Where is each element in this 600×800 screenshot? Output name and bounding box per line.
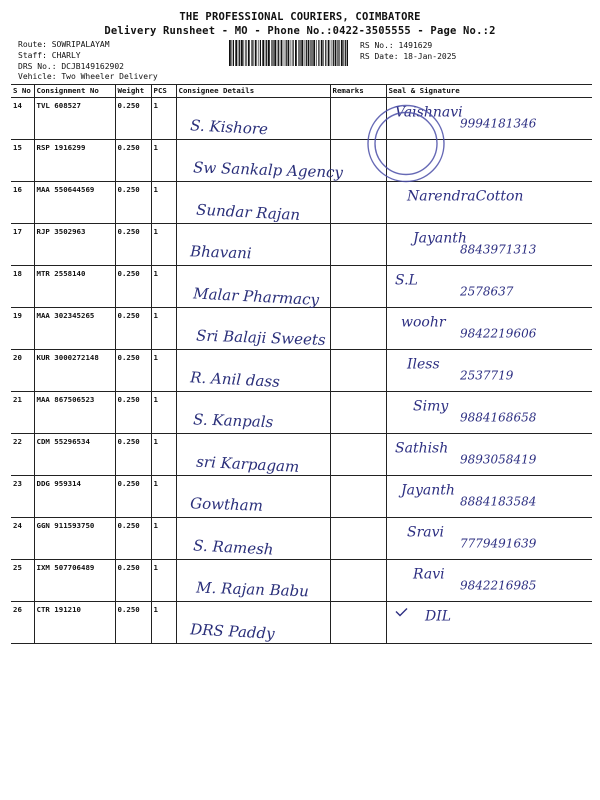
phone-handwriting: 2578637 bbox=[460, 284, 514, 299]
row-sno: 16 bbox=[11, 182, 34, 224]
row-consignment: TVL 608527 bbox=[34, 98, 115, 140]
row-consignee-cell bbox=[176, 602, 330, 644]
row-sno: 26 bbox=[11, 602, 34, 644]
consignee-handwriting: Sri Balaji Sweets bbox=[195, 326, 326, 349]
row-weight: 0.250 bbox=[115, 602, 151, 644]
row-consignee-cell bbox=[176, 266, 330, 308]
row-signature-cell bbox=[386, 350, 592, 392]
signature-handwriting: Vaishnavi bbox=[395, 104, 463, 121]
row-signature-cell bbox=[386, 518, 592, 560]
runsheet-table bbox=[11, 84, 592, 644]
signature-handwriting: S.L bbox=[395, 272, 418, 289]
row-consignee-cell bbox=[176, 476, 330, 518]
consignee-handwriting: R. Anil dass bbox=[189, 368, 281, 391]
row-weight: 0.250 bbox=[115, 224, 151, 266]
row-consignee-cell bbox=[176, 434, 330, 476]
signature-handwriting: NarendraCotton bbox=[407, 188, 524, 205]
row-remarks-cell bbox=[330, 434, 386, 476]
row-weight: 0.250 bbox=[115, 140, 151, 182]
row-weight: 0.250 bbox=[115, 266, 151, 308]
table-row bbox=[11, 560, 592, 602]
row-weight: 0.250 bbox=[115, 434, 151, 476]
signature-handwriting: Simy bbox=[413, 398, 449, 415]
rs-number: RS No.: 1491629 bbox=[360, 41, 433, 50]
row-pcs: 1 bbox=[151, 308, 176, 350]
phone-handwriting: 7779491639 bbox=[460, 536, 537, 551]
row-remarks-cell bbox=[330, 266, 386, 308]
row-sno: 23 bbox=[11, 476, 34, 518]
table-row bbox=[11, 518, 592, 560]
row-consignment: MAA 302345265 bbox=[34, 308, 115, 350]
signature-handwriting: Sravi bbox=[407, 524, 445, 541]
row-remarks-cell bbox=[330, 602, 386, 644]
row-weight: 0.250 bbox=[115, 560, 151, 602]
row-consignment: GGN 911593750 bbox=[34, 518, 115, 560]
row-remarks-cell bbox=[330, 350, 386, 392]
row-sno: 15 bbox=[11, 140, 34, 182]
row-pcs: 1 bbox=[151, 518, 176, 560]
row-consignee-cell bbox=[176, 518, 330, 560]
col-sno: S No bbox=[11, 85, 34, 98]
signature-handwriting: Jayanth bbox=[401, 482, 455, 499]
row-consignee-cell bbox=[176, 308, 330, 350]
col-consignment: Consignment No bbox=[34, 85, 115, 98]
meta-left bbox=[18, 39, 124, 72]
col-consignee: Consignee Details bbox=[176, 85, 330, 98]
row-signature-cell bbox=[386, 392, 592, 434]
row-sno: 21 bbox=[11, 392, 34, 434]
row-sno: 24 bbox=[11, 518, 34, 560]
row-remarks-cell bbox=[330, 392, 386, 434]
signature-handwriting: woohr bbox=[401, 314, 446, 331]
row-weight: 0.250 bbox=[115, 182, 151, 224]
barcode bbox=[229, 40, 348, 66]
row-pcs: 1 bbox=[151, 476, 176, 518]
consignee-handwriting: M. Rajan Babu bbox=[195, 578, 310, 601]
row-remarks-cell bbox=[330, 98, 386, 140]
row-consignee-cell bbox=[176, 140, 330, 182]
phone-handwriting: 8884183584 bbox=[460, 494, 537, 509]
row-consignee-cell bbox=[176, 350, 330, 392]
row-consignee-cell bbox=[176, 182, 330, 224]
table-row bbox=[11, 308, 592, 350]
table-row bbox=[11, 350, 592, 392]
row-weight: 0.250 bbox=[115, 392, 151, 434]
row-sno: 17 bbox=[11, 224, 34, 266]
row-signature-cell bbox=[386, 224, 592, 266]
row-sno: 19 bbox=[11, 308, 34, 350]
staff: Staff: CHARLY bbox=[18, 51, 81, 60]
table-row bbox=[11, 434, 592, 476]
meta-right bbox=[360, 40, 456, 62]
signature-handwriting: DIL bbox=[425, 608, 452, 625]
row-remarks-cell bbox=[330, 476, 386, 518]
signature-handwriting: Ravi bbox=[413, 566, 445, 583]
table-row bbox=[11, 392, 592, 434]
consignee-handwriting: Malar Pharmacy bbox=[192, 284, 320, 310]
row-signature-cell bbox=[386, 182, 592, 224]
table-row bbox=[11, 182, 592, 224]
row-weight: 0.250 bbox=[115, 350, 151, 392]
row-consignment: RSP 1916299 bbox=[34, 140, 115, 182]
row-pcs: 1 bbox=[151, 602, 176, 644]
col-pcs: PCS bbox=[151, 85, 176, 98]
phone-handwriting: 2537719 bbox=[460, 368, 514, 383]
row-signature-cell bbox=[386, 476, 592, 518]
row-weight: 0.250 bbox=[115, 98, 151, 140]
table-row bbox=[11, 98, 592, 140]
row-remarks-cell bbox=[330, 308, 386, 350]
row-pcs: 1 bbox=[151, 560, 176, 602]
signature-handwriting: Jayanth bbox=[413, 230, 467, 247]
consignee-handwriting: DRS Paddy bbox=[189, 620, 276, 643]
col-weight: Weight bbox=[115, 85, 151, 98]
row-weight: 0.250 bbox=[115, 308, 151, 350]
col-signature: Seal & Signature bbox=[386, 85, 592, 98]
row-pcs: 1 bbox=[151, 392, 176, 434]
consignee-handwriting: Gowtham bbox=[189, 494, 264, 515]
phone-handwriting: 9994181346 bbox=[460, 116, 537, 131]
row-sno: 20 bbox=[11, 350, 34, 392]
row-consignment: MAA 550644569 bbox=[34, 182, 115, 224]
row-consignment: RJP 3502963 bbox=[34, 224, 115, 266]
row-signature-cell bbox=[386, 98, 592, 140]
row-sno: 22 bbox=[11, 434, 34, 476]
row-consignment: CTR 191210 bbox=[34, 602, 115, 644]
row-consignment: MAA 867506523 bbox=[34, 392, 115, 434]
row-signature-cell bbox=[386, 308, 592, 350]
row-pcs: 1 bbox=[151, 266, 176, 308]
drs-number: DRS No.: DCJB149162902 bbox=[18, 62, 124, 71]
consignee-handwriting: S. Ramesh bbox=[192, 536, 274, 559]
row-sno: 25 bbox=[11, 560, 34, 602]
row-sno: 18 bbox=[11, 266, 34, 308]
row-consignment: KUR 3000272148 bbox=[34, 350, 115, 392]
row-consignee-cell bbox=[176, 98, 330, 140]
consignee-handwriting: Sundar Rajan bbox=[195, 200, 301, 225]
row-pcs: 1 bbox=[151, 350, 176, 392]
row-pcs: 1 bbox=[151, 140, 176, 182]
company-title: THE PROFESSIONAL COURIERS, COIMBATORE bbox=[179, 11, 421, 23]
row-weight: 0.250 bbox=[115, 476, 151, 518]
row-remarks-cell bbox=[330, 224, 386, 266]
phone-handwriting: 9893058419 bbox=[460, 452, 537, 467]
phone-handwriting: 8843971313 bbox=[460, 242, 537, 257]
table-header bbox=[11, 85, 592, 98]
consignee-handwriting: Bhavani bbox=[189, 242, 252, 263]
table-row bbox=[11, 476, 592, 518]
row-signature-cell bbox=[386, 434, 592, 476]
row-consignee-cell bbox=[176, 560, 330, 602]
row-remarks-cell bbox=[330, 560, 386, 602]
row-pcs: 1 bbox=[151, 182, 176, 224]
row-sno: 14 bbox=[11, 98, 34, 140]
row-consignee-cell bbox=[176, 392, 330, 434]
route: Route: SOWRIPALAYAM bbox=[18, 40, 110, 49]
runsheet-subtitle: Delivery Runsheet - MO - Phone No.:0422-3505555 - Page No.:2 bbox=[104, 25, 496, 37]
row-consignment: CDM 55296534 bbox=[34, 434, 115, 476]
signature-handwriting: Iless bbox=[407, 356, 440, 373]
table-row bbox=[11, 224, 592, 266]
phone-handwriting: 9884168658 bbox=[460, 410, 537, 425]
signature-handwriting: Sathish bbox=[395, 440, 449, 457]
row-signature-cell bbox=[386, 560, 592, 602]
row-consignment: DDG 959314 bbox=[34, 476, 115, 518]
col-remarks: Remarks bbox=[330, 85, 386, 98]
consignee-handwriting: Sw Sankalp Agency bbox=[192, 158, 344, 182]
row-remarks-cell bbox=[330, 182, 386, 224]
row-consignment: MTR 2558140 bbox=[34, 266, 115, 308]
row-pcs: 1 bbox=[151, 224, 176, 266]
table-row bbox=[11, 602, 592, 644]
vehicle: Vehicle: Two Wheeler Delivery bbox=[18, 72, 158, 81]
row-signature-cell bbox=[386, 140, 592, 182]
phone-handwriting: 9842219606 bbox=[460, 326, 537, 341]
table-row bbox=[11, 266, 592, 308]
row-signature-cell bbox=[386, 266, 592, 308]
row-signature-cell bbox=[386, 602, 592, 644]
rs-date: RS Date: 18-Jan-2025 bbox=[360, 52, 457, 61]
row-consignee-cell bbox=[176, 224, 330, 266]
row-pcs: 1 bbox=[151, 434, 176, 476]
phone-handwriting: 9842216985 bbox=[460, 578, 537, 593]
consignee-handwriting: S. Kanpals bbox=[192, 410, 274, 432]
row-pcs: 1 bbox=[151, 98, 176, 140]
consignee-handwriting: sri Karpagam bbox=[195, 452, 300, 476]
row-remarks-cell bbox=[330, 140, 386, 182]
consignee-handwriting: S. Kishore bbox=[189, 116, 269, 139]
row-consignment: IXM 507706489 bbox=[34, 560, 115, 602]
table-row bbox=[11, 140, 592, 182]
row-remarks-cell bbox=[330, 518, 386, 560]
row-weight: 0.250 bbox=[115, 518, 151, 560]
